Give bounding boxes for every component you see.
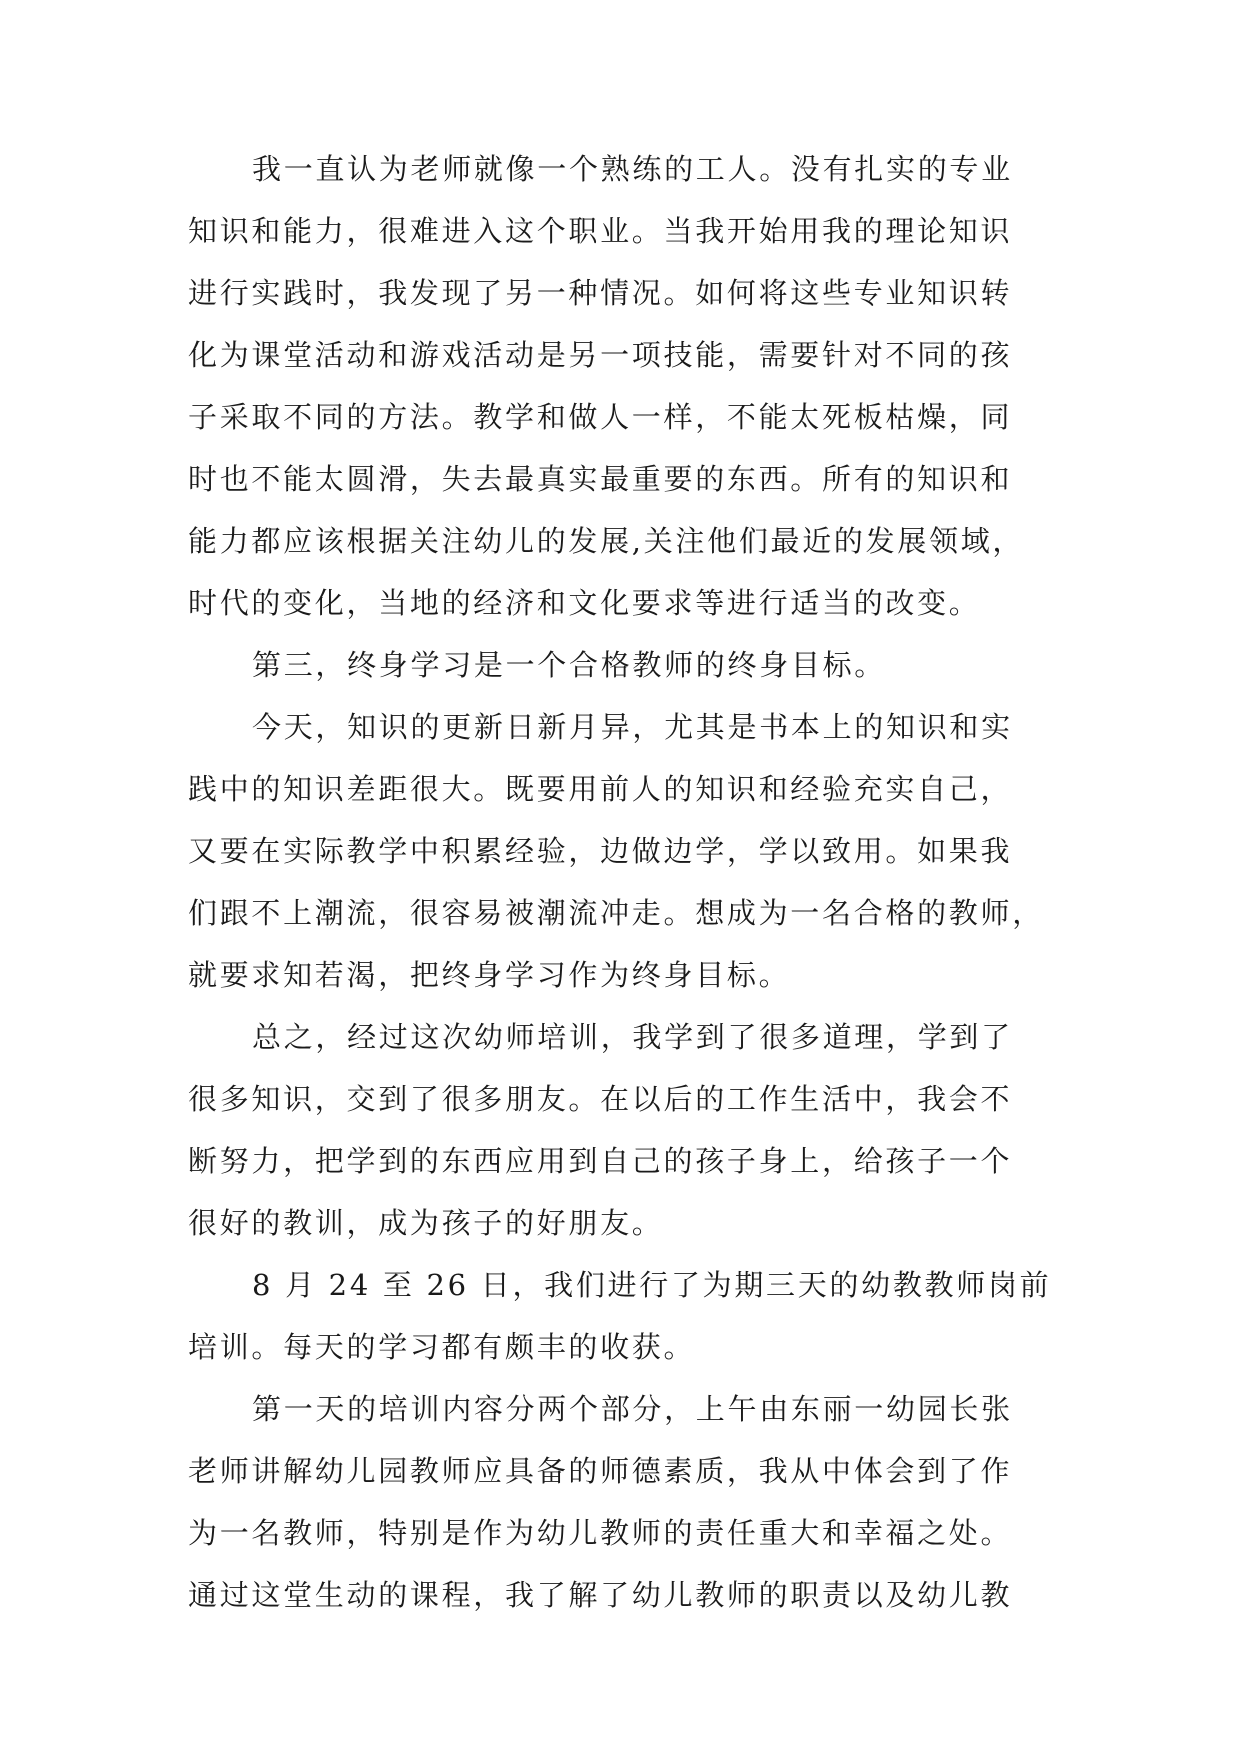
paragraph-1-line-4: 化为课堂活动和游戏活动是另一项技能，需要针对不同的孩 bbox=[188, 338, 1013, 372]
paragraph-1-line-6: 时也不能太圆滑，失去最真实最重要的东西。所有的知识和 bbox=[188, 462, 1013, 496]
paragraph-6-line-4: 通过这堂生动的课程，我了解了幼儿教师的职责以及幼儿教 bbox=[188, 1578, 1013, 1612]
paragraph-5-line-2: 培训。每天的学习都有颇丰的收获。 bbox=[188, 1330, 696, 1364]
paragraph-4-line-2: 很多知识，交到了很多朋友。在以后的工作生活中，我会不 bbox=[188, 1082, 1013, 1116]
paragraph-3-line-1: 今天，知识的更新日新月异，尤其是书本上的知识和实 bbox=[252, 710, 1013, 744]
paragraph-1-line-8: 时代的变化，当地的经济和文化要求等进行适当的改变。 bbox=[188, 586, 981, 620]
paragraph-6-line-2: 老师讲解幼儿园教师应具备的师德素质，我从中体会到了作 bbox=[188, 1454, 1013, 1488]
paragraph-3-line-5: 就要求知若渴，把终身学习作为终身目标。 bbox=[188, 958, 791, 992]
paragraph-4-line-1: 总之，经过这次幼师培训，我学到了很多道理，学到了 bbox=[252, 1020, 1013, 1054]
paragraph-6-line-1: 第一天的培训内容分两个部分，上午由东丽一幼园长张 bbox=[252, 1392, 1013, 1426]
paragraph-1-line-7: 能力都应该根据关注幼儿的发展,关注他们最近的发展领域， bbox=[188, 524, 1025, 558]
paragraph-4-line-3: 断努力，把学到的东西应用到自己的孩子身上，给孩子一个 bbox=[188, 1144, 1013, 1178]
paragraph-1-line-5: 子采取不同的方法。教学和做人一样，不能太死板枯燥，同 bbox=[188, 400, 1013, 434]
paragraph-3-line-2: 践中的知识差距很大。既要用前人的知识和经验充实自己， bbox=[188, 772, 1013, 806]
paragraph-4-line-4: 很好的教训，成为孩子的好朋友。 bbox=[188, 1206, 664, 1240]
paragraph-5-line-1: 8 月 24 至 26 日，我们进行了为期三天的幼教教师岗前 bbox=[252, 1268, 1052, 1302]
paragraph-2-line-1: 第三，终身学习是一个合格教师的终身目标。 bbox=[252, 648, 887, 682]
paragraph-3-line-3: 又要在实际教学中积累经验，边做边学，学以致用。如果我 bbox=[188, 834, 1013, 868]
paragraph-1-line-1: 我一直认为老师就像一个熟练的工人。没有扎实的专业 bbox=[252, 152, 1013, 186]
paragraph-3-line-4: 们跟不上潮流，很容易被潮流冲走。想成为一名合格的教师， bbox=[188, 896, 1044, 930]
paragraph-1-line-3: 进行实践时，我发现了另一种情况。如何将这些专业知识转 bbox=[188, 276, 1013, 310]
paragraph-6-line-3: 为一名教师，特别是作为幼儿教师的责任重大和幸福之处。 bbox=[188, 1516, 1013, 1550]
paragraph-1-line-2: 知识和能力，很难进入这个职业。当我开始用我的理论知识 bbox=[188, 214, 1013, 248]
